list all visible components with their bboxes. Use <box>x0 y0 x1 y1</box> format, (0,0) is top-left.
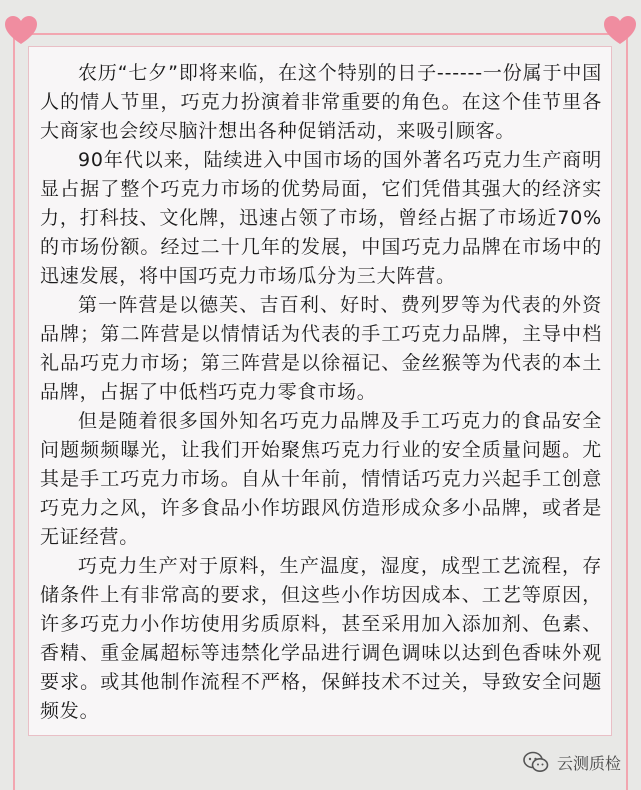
heart-icon <box>603 15 637 47</box>
paragraph: 但是随着很多国外知名巧克力品牌及手工巧克力的食品安全问题频频曝光，让我们开始聚焦巧克力行业的安全质量问题。尤其是手工巧克力市场。自从十年前，情情话巧克力兴起手工创意巧克力之风，许多食品小作坊跟风仿造形成众多小品牌，或者是无证经营。 <box>40 410 602 548</box>
paragraph: 90年代以来，陆续进入中国市场的国外著名巧克力生产商明显占据了整个巧克力市场的优势局面，它们凭借其强大的经济实力，打科技、文化牌，迅速占领了市场，曾经占据了市场近70%的市场份额。经过二十几年的发展，中国巧克力品牌在市场中的迅速发展，将中国巧克力市场瓜分为三大阵营。 <box>40 149 602 287</box>
frame-left-line <box>13 33 15 790</box>
frame-top-line <box>28 33 613 35</box>
watermark <box>523 748 621 776</box>
heart-icon <box>4 15 38 47</box>
paragraph: 第一阵营是以德芙、吉百利、好时、费列罗等为代表的外资品牌；第二阵营是以情情话为代表的手工巧克力品牌，主导中档礼品巧克力市场；第三阵营是以徐福记、金丝猴等为代表的本土品牌，占据了中低档巧克力零食市场。 <box>40 294 602 403</box>
frame-right-line <box>626 33 628 790</box>
wechat-icon <box>523 751 549 773</box>
article-body <box>40 59 602 726</box>
paragraph: 巧克力生产对于原料，生产温度，湿度，成型工艺流程，存储条件上有非常高的要求，但这些小作坊因成本、工艺等原因，许多巧克力小作坊使用劣质原料，甚至采用加入添加剂、色素、香精、重金属超标等违禁化学品进行调色调味以达到色香味外观要求。或其他制作流程不严格，保鲜技术不过关，导致安全问题频发。 <box>40 555 602 722</box>
paragraph: 农历“七夕”即将来临，在这个特别的日子------一份属于中国人的情人节里，巧克力扮演着非常重要的角色。在这个佳节里各大商家也会绞尽脑汁想出各种促销活动，来吸引顾客。 <box>40 62 602 142</box>
watermark-text: 云测质检 <box>557 753 622 773</box>
